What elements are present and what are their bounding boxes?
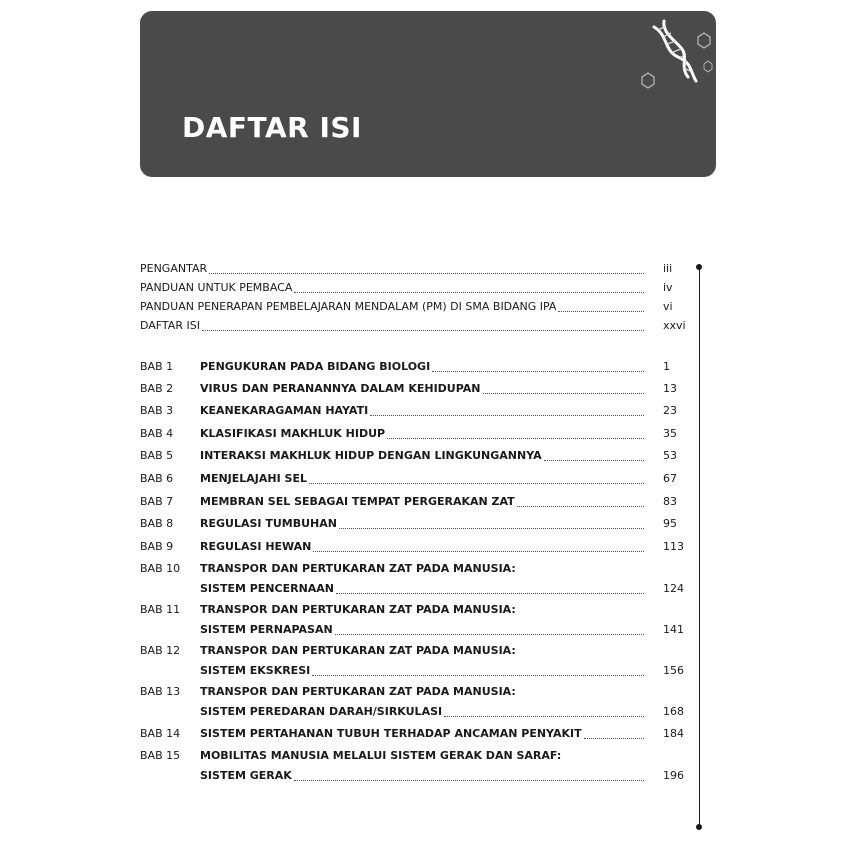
chapter-page: 53 — [663, 449, 677, 462]
toc-entry[interactable] — [140, 260, 700, 278]
dot-leader — [294, 779, 644, 781]
dot-leader — [370, 414, 644, 416]
chapter-page: 168 — [663, 705, 684, 718]
dot-leader — [339, 527, 644, 529]
chapter-label: BAB 13 — [140, 685, 181, 698]
dot-leader — [432, 370, 644, 372]
chapter-label: BAB 6 — [140, 472, 174, 485]
dot-leader — [584, 737, 644, 739]
dot-leader — [294, 291, 644, 293]
chapter-label: BAB 3 — [140, 404, 174, 417]
toc-entry-title: PANDUAN UNTUK PEMBACA — [140, 281, 293, 294]
chapter-title: KEANEKARAGAMAN HAYATI — [200, 404, 369, 417]
chapter-title: MENJELAJAHI SEL — [200, 472, 307, 485]
chapter-subtitle: SISTEM PENCERNAAN — [200, 582, 335, 595]
chapter-page: 124 — [663, 582, 684, 595]
rule-bottom-dot — [696, 824, 702, 830]
chapter-title: SISTEM PERTAHANAN TUBUH TERHADAP ANCAMAN PENYAKIT — [200, 727, 582, 740]
page-title: DAFTAR ISI — [182, 111, 362, 144]
toc-entry-page: vi — [663, 300, 673, 313]
toc-entry-title: PANDUAN PENERAPAN PEMBELAJARAN MENDALAM (PM) DI SMA BIDANG IPA — [140, 300, 557, 313]
chapter-label: BAB 5 — [140, 449, 174, 462]
chapter-page: 95 — [663, 517, 677, 530]
dot-leader — [309, 482, 644, 484]
toc-entry[interactable] — [140, 279, 700, 297]
chapter-page: 196 — [663, 769, 684, 782]
chapter-title: INTERAKSI MAKHLUK HIDUP DENGAN LINGKUNGANNYA — [200, 449, 542, 462]
chapter-page: 113 — [663, 540, 684, 553]
chapter-label: BAB 10 — [140, 562, 181, 575]
chapter-title: MOBILITAS MANUSIA MELALUI SISTEM GERAK DAN SARAF: — [200, 749, 562, 762]
chapter-label: BAB 9 — [140, 540, 174, 553]
dot-leader — [313, 550, 644, 552]
dot-leader — [444, 715, 644, 717]
chapter-page: 83 — [663, 495, 677, 508]
vertical-rule — [699, 266, 700, 828]
chapter-page: 141 — [663, 623, 684, 636]
dot-leader — [483, 392, 645, 394]
toc-entry[interactable] — [140, 317, 700, 335]
chapter-page: 1 — [663, 360, 670, 373]
chapter-page: 67 — [663, 472, 677, 485]
chapter-page: 23 — [663, 404, 677, 417]
chapter-page: 13 — [663, 382, 677, 395]
dot-leader — [517, 505, 644, 507]
chapter-page: 156 — [663, 664, 684, 677]
chapter-label: BAB 11 — [140, 603, 181, 616]
chapter-title: TRANSPOR DAN PERTUKARAN ZAT PADA MANUSIA: — [200, 685, 516, 698]
dot-leader — [387, 437, 644, 439]
chapter-label: BAB 1 — [140, 360, 174, 373]
header-banner — [140, 11, 716, 177]
dot-leader — [558, 310, 644, 312]
chapter-title: TRANSPOR DAN PERTUKARAN ZAT PADA MANUSIA: — [200, 644, 516, 657]
chapter-page: 184 — [663, 727, 684, 740]
chapter-subtitle: SISTEM PERNAPASAN — [200, 623, 333, 636]
toc-entry[interactable] — [140, 298, 700, 316]
chapter-title: REGULASI TUMBUHAN — [200, 517, 337, 530]
chapter-page: 35 — [663, 427, 677, 440]
chapter-subtitle: SISTEM PEREDARAN DARAH/SIRKULASI — [200, 705, 443, 718]
chapter-title: MEMBRAN SEL SEBAGAI TEMPAT PERGERAKAN ZAT — [200, 495, 515, 508]
chapter-subtitle: SISTEM EKSKRESI — [200, 664, 311, 677]
dot-leader — [312, 674, 644, 676]
chapter-label: BAB 2 — [140, 382, 174, 395]
chapter-title: REGULASI HEWAN — [200, 540, 312, 553]
toc-entry-page: xxvi — [663, 319, 686, 332]
chapter-title: KLASIFIKASI MAKHLUK HIDUP — [200, 427, 386, 440]
toc-entry-page: iii — [663, 262, 673, 275]
dot-leader — [209, 272, 644, 274]
chapter-title: PENGUKURAN PADA BIDANG BIOLOGI — [200, 360, 431, 373]
dot-leader — [335, 633, 644, 635]
chapter-label: BAB 14 — [140, 727, 181, 740]
chapter-label: BAB 4 — [140, 427, 174, 440]
chapter-label: BAB 7 — [140, 495, 174, 508]
chapter-label: BAB 8 — [140, 517, 174, 530]
toc-entry-title: PENGANTAR — [140, 262, 208, 275]
toc-entry-title: DAFTAR ISI — [140, 319, 200, 332]
toc-entry-page: iv — [663, 281, 673, 294]
dna-helix-icon — [616, 11, 716, 101]
chapter-title: TRANSPOR DAN PERTUKARAN ZAT PADA MANUSIA: — [200, 562, 516, 575]
dot-leader — [336, 592, 644, 594]
dot-leader — [544, 459, 644, 461]
chapter-title: TRANSPOR DAN PERTUKARAN ZAT PADA MANUSIA: — [200, 603, 516, 616]
chapter-label: BAB 15 — [140, 749, 181, 762]
chapter-subtitle: SISTEM GERAK — [200, 769, 292, 782]
chapter-label: BAB 12 — [140, 644, 181, 657]
chapter-title: VIRUS DAN PERANANNYA DALAM KEHIDUPAN — [200, 382, 481, 395]
dot-leader — [202, 329, 644, 331]
